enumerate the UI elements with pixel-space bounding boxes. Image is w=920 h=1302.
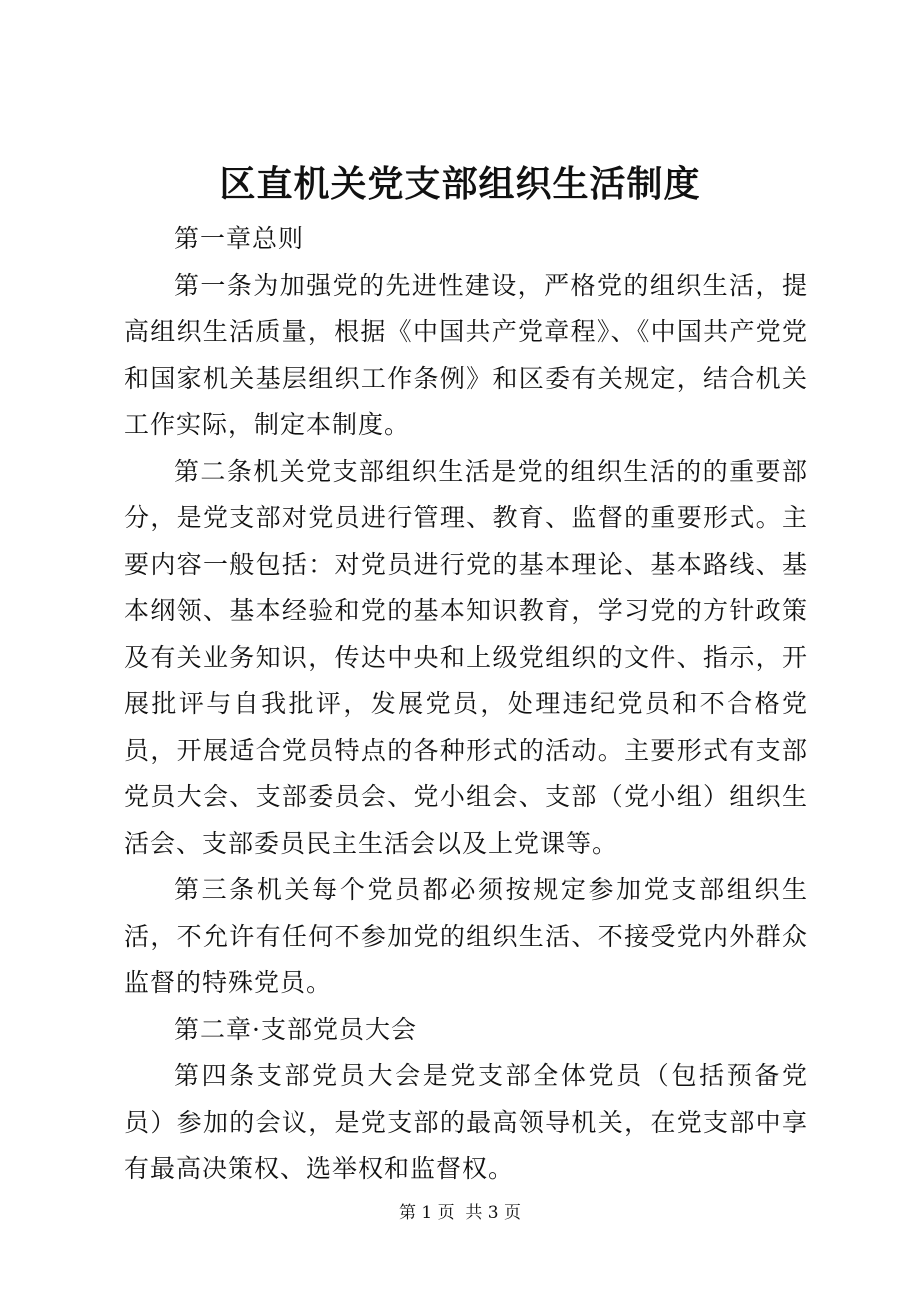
chapter-heading-party-congress: 第二章·支部党员大会 xyxy=(174,1014,417,1044)
page-number-label: 第 1 页 共 3 页 xyxy=(398,1203,522,1223)
document-body xyxy=(124,216,808,1193)
article-1-paragraph: 第一条为加强党的先进性建设，严格党的组织生活，提高组织生活质量，根据《中国共产党章程》、《中国共产党党和国家机关基层组织工作条例》和区委有关规定，结合机关工作实际，制定本制度。 xyxy=(124,270,808,439)
article-2-paragraph: 第二条机关党支部组织生活是党的组织生活的的重要部分，是党支部对党员进行管理、教育、监督的重要形式。主要内容一般包括：对党员进行党的基本理论、基本路线、基本纲领、基本经验和党的基本知识教育，学习党的方针政策及有关业务知识，传达中央和上级党组织的文件、指示，开展批评与自我批评，发展党员，处理违纪党员和不合格党员，开展适合党员特点的各种形式的活动。主要形式有支部党员大会、支部委员会、党小组会、支部（党小组）组织生活会、支部委员民主生活会以及上党课等。 xyxy=(124,456,808,858)
page-footer xyxy=(0,1198,920,1228)
document-title: 区直机关党支部组织生活制度 xyxy=(219,163,701,205)
chapter-heading-general: 第一章总则 xyxy=(174,224,305,253)
article-4-paragraph: 第四条支部党员大会是党支部全体党员（包括预备党员）参加的会议，是党支部的最高领导机关，在党支部中享有最高决策权、选举权和监督权。 xyxy=(124,1061,808,1183)
article-3-paragraph: 第三条机关每个党员都必须按规定参加党支部组织生活，不允许有任何不参加党的组织生活、不接受党内外群众监督的特殊党员。 xyxy=(124,875,808,997)
